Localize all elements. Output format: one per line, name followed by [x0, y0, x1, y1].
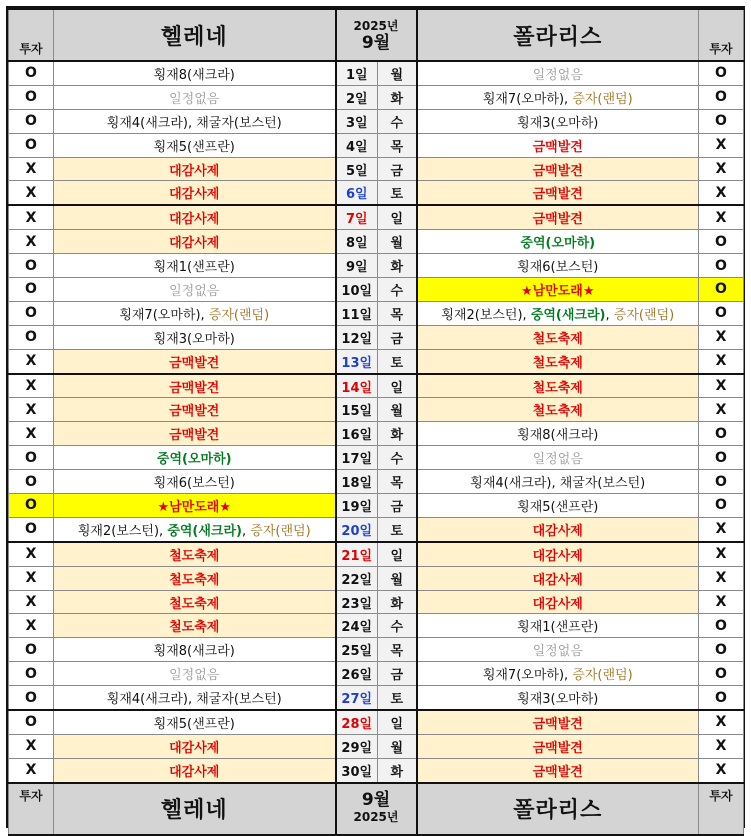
- weekday-cell: 월: [378, 734, 417, 758]
- left-invest-mark: O: [9, 133, 54, 157]
- left-event-cell: [54, 422, 336, 446]
- left-event-cell: [54, 230, 336, 254]
- weekday-cell: 화: [378, 758, 417, 782]
- left-name-title: 헬레네: [54, 783, 336, 835]
- table-row: [9, 254, 744, 278]
- weekday-cell: 토: [378, 181, 417, 205]
- event-text: 금맥발견: [169, 380, 220, 396]
- event-text: 횡재7(오마하),: [482, 668, 573, 684]
- left-event-cell: [54, 301, 336, 325]
- weekday-cell: 화: [378, 85, 417, 109]
- event-text: 횡재4(새크라), 채굴자(보스턴): [470, 476, 646, 492]
- table-row: [9, 205, 744, 229]
- day-cell: 2일: [336, 85, 378, 109]
- left-event-cell: [54, 157, 336, 181]
- weekday-cell: 월: [378, 230, 417, 254]
- right-invest-mark: X: [699, 517, 744, 541]
- event-text: 금맥발견: [532, 740, 583, 756]
- event-text: 일정없음: [532, 67, 583, 83]
- right-invest-mark: O: [699, 686, 744, 710]
- day-cell: 12일: [336, 325, 378, 349]
- event-text: 증자(랜덤): [572, 668, 633, 684]
- table-row: [9, 109, 744, 133]
- schedule-table: [8, 8, 744, 836]
- event-text: 증자(랜덤): [613, 307, 675, 323]
- day-cell: 17일: [336, 446, 378, 470]
- calendar-sheet: [6, 6, 745, 828]
- event-text: 횡재3(오마하): [153, 331, 235, 347]
- left-event-cell: [54, 590, 336, 614]
- event-text: 대감사제: [169, 212, 220, 228]
- left-invest-mark: O: [9, 109, 54, 133]
- weekday-cell: 금: [378, 662, 417, 686]
- event-text: 대감사제: [532, 572, 583, 588]
- event-text: 중역(새크라): [530, 307, 606, 323]
- right-event-cell: [417, 542, 699, 566]
- left-invest-mark: X: [9, 157, 54, 181]
- weekday-cell: 금: [378, 325, 417, 349]
- table-row: [9, 542, 744, 566]
- left-event-cell: [54, 758, 336, 782]
- weekday-cell: 수: [378, 614, 417, 638]
- left-invest-mark: X: [9, 205, 54, 229]
- invest-label-right: 투자: [699, 783, 744, 835]
- right-invest-mark: X: [699, 349, 744, 373]
- event-text: 횡재3(오마하): [517, 692, 599, 708]
- day-cell: 10일: [336, 278, 378, 302]
- left-event-cell: [54, 133, 336, 157]
- event-text: 대감사제: [169, 764, 220, 780]
- left-event-cell: [54, 446, 336, 470]
- right-event-cell: [417, 686, 699, 710]
- left-event-cell: [54, 566, 336, 590]
- table-row: [9, 422, 744, 446]
- day-cell: 23일: [336, 590, 378, 614]
- event-text: 철도축제: [532, 331, 583, 347]
- right-event-cell: [417, 398, 699, 422]
- event-text: 철도축제: [169, 548, 220, 564]
- event-text: 횡재1(샌프란): [517, 620, 599, 636]
- right-invest-mark: O: [699, 614, 744, 638]
- table-row: [9, 614, 744, 638]
- right-event-cell: [417, 470, 699, 494]
- weekday-cell: 목: [378, 301, 417, 325]
- left-invest-mark: X: [9, 542, 54, 566]
- left-event-cell: [54, 374, 336, 398]
- day-cell: 16일: [336, 422, 378, 446]
- right-invest-mark: O: [699, 494, 744, 518]
- right-event-cell: [417, 566, 699, 590]
- invest-label-left: 투자: [9, 9, 54, 61]
- day-cell: 18일: [336, 470, 378, 494]
- table-row: [9, 446, 744, 470]
- event-text: 횡재8(새크라): [153, 644, 235, 660]
- left-event-cell: [54, 710, 336, 734]
- event-text: 금맥발견: [532, 187, 583, 203]
- left-invest-mark: O: [9, 710, 54, 734]
- table-row: [9, 301, 744, 325]
- day-cell: 3일: [336, 109, 378, 133]
- day-cell: 6일: [336, 181, 378, 205]
- left-event-cell: [54, 494, 336, 518]
- event-text: 횡재8(새크라): [153, 67, 235, 83]
- left-event-cell: [54, 109, 336, 133]
- event-text: 횡재6(보스턴): [517, 260, 599, 276]
- table-row: [9, 85, 744, 109]
- event-text: 횡재5(샌프란): [153, 139, 235, 155]
- left-invest-mark: X: [9, 614, 54, 638]
- event-text: 일정없음: [532, 644, 583, 660]
- left-invest-mark: O: [9, 278, 54, 302]
- right-invest-mark: O: [699, 301, 744, 325]
- weekday-cell: 화: [378, 422, 417, 446]
- left-invest-mark: O: [9, 325, 54, 349]
- right-invest-mark: X: [699, 325, 744, 349]
- table-row: [9, 325, 744, 349]
- day-cell: 7일: [336, 205, 378, 229]
- table-row: [9, 638, 744, 662]
- left-event-cell: [54, 325, 336, 349]
- event-text: 금맥발견: [532, 163, 583, 179]
- left-invest-mark: O: [9, 446, 54, 470]
- right-invest-mark: O: [699, 422, 744, 446]
- weekday-cell: 수: [378, 109, 417, 133]
- event-text: 증자(랜덤): [208, 307, 270, 323]
- day-cell: 25일: [336, 638, 378, 662]
- year-label: 2025년: [353, 809, 399, 824]
- weekday-cell: 일: [378, 710, 417, 734]
- day-cell: 28일: [336, 710, 378, 734]
- right-invest-mark: O: [699, 61, 744, 85]
- event-text: 금맥발견: [532, 139, 583, 155]
- right-event-cell: [417, 614, 699, 638]
- table-row: [9, 686, 744, 710]
- right-invest-mark: O: [699, 638, 744, 662]
- event-text: 횡재7(오마하),: [119, 307, 209, 323]
- right-event-cell: [417, 734, 699, 758]
- event-text: 횡재1(샌프란): [153, 260, 235, 276]
- event-text: 중역(오마하): [156, 452, 232, 468]
- table-row: [9, 278, 744, 302]
- left-invest-mark: O: [9, 517, 54, 541]
- event-text: 증자(랜덤): [572, 91, 633, 107]
- left-name-title: 헬레네: [54, 9, 336, 61]
- event-text: 대감사제: [169, 187, 220, 203]
- left-event-cell: [54, 542, 336, 566]
- event-text: 중역(새크라): [167, 523, 242, 539]
- right-invest-mark: X: [699, 398, 744, 422]
- left-event-cell: [54, 278, 336, 302]
- event-text: 금맥발견: [169, 355, 220, 371]
- left-event-cell: [54, 517, 336, 541]
- table-row: [9, 398, 744, 422]
- event-text: 횡재5(샌프란): [517, 499, 599, 515]
- day-cell: 11일: [336, 301, 378, 325]
- weekday-cell: 수: [378, 278, 417, 302]
- table-row: [9, 494, 744, 518]
- invest-label-left: 투자: [9, 783, 54, 835]
- year-label: 2025년: [353, 19, 399, 33]
- right-event-cell: [417, 517, 699, 541]
- event-text: 일정없음: [169, 668, 220, 684]
- day-cell: 14일: [336, 374, 378, 398]
- right-event-cell: [417, 301, 699, 325]
- table-row: [9, 470, 744, 494]
- right-invest-mark: X: [699, 758, 744, 782]
- event-text: 증자(랜덤): [250, 523, 311, 539]
- right-event-cell: [417, 181, 699, 205]
- left-invest-mark: O: [9, 494, 54, 518]
- event-text: 철도축제: [532, 355, 583, 371]
- day-cell: 15일: [336, 398, 378, 422]
- right-invest-mark: X: [699, 710, 744, 734]
- left-invest-mark: X: [9, 230, 54, 254]
- day-cell: 27일: [336, 686, 378, 710]
- right-event-cell: [417, 494, 699, 518]
- event-text: ,: [242, 523, 251, 539]
- weekday-cell: 수: [378, 446, 417, 470]
- right-event-cell: [417, 590, 699, 614]
- right-invest-mark: X: [699, 181, 744, 205]
- right-event-cell: [417, 85, 699, 109]
- weekday-cell: 토: [378, 349, 417, 373]
- left-event-cell: [54, 398, 336, 422]
- left-invest-mark: X: [9, 566, 54, 590]
- table-row: [9, 734, 744, 758]
- left-event-cell: [54, 205, 336, 229]
- weekday-cell: 월: [378, 61, 417, 85]
- left-invest-mark: O: [9, 686, 54, 710]
- weekday-cell: 화: [378, 254, 417, 278]
- event-text: 횡재4(새크라), 채굴자(보스턴): [106, 115, 282, 131]
- left-event-cell: [54, 61, 336, 85]
- left-invest-mark: O: [9, 61, 54, 85]
- event-text: 일정없음: [169, 91, 220, 107]
- right-invest-mark: O: [699, 278, 744, 302]
- table-row: [9, 230, 744, 254]
- right-invest-mark: O: [699, 662, 744, 686]
- right-event-cell: [417, 638, 699, 662]
- weekday-cell: 금: [378, 157, 417, 181]
- right-event-cell: [417, 205, 699, 229]
- left-event-cell: [54, 686, 336, 710]
- weekday-cell: 월: [378, 566, 417, 590]
- left-invest-mark: O: [9, 638, 54, 662]
- table-row: [9, 662, 744, 686]
- event-text: 철도축제: [532, 380, 583, 396]
- day-cell: 1일: [336, 61, 378, 85]
- right-event-cell: [417, 422, 699, 446]
- right-name-title: 폴라리스: [417, 783, 699, 835]
- left-invest-mark: X: [9, 374, 54, 398]
- left-invest-mark: O: [9, 470, 54, 494]
- weekday-cell: 토: [378, 517, 417, 541]
- left-invest-mark: X: [9, 398, 54, 422]
- left-invest-mark: X: [9, 181, 54, 205]
- right-event-cell: [417, 278, 699, 302]
- weekday-cell: 월: [378, 398, 417, 422]
- event-text: 대감사제: [169, 163, 220, 179]
- right-event-cell: [417, 710, 699, 734]
- weekday-cell: 토: [378, 686, 417, 710]
- right-invest-mark: X: [699, 133, 744, 157]
- event-text: 일정없음: [169, 283, 220, 299]
- left-event-cell: [54, 85, 336, 109]
- day-cell: 5일: [336, 157, 378, 181]
- left-invest-mark: X: [9, 734, 54, 758]
- left-invest-mark: O: [9, 254, 54, 278]
- table-row: [9, 758, 744, 782]
- left-event-cell: [54, 614, 336, 638]
- event-text: 철도축제: [532, 404, 583, 420]
- left-event-cell: [54, 662, 336, 686]
- month-label: 9월: [361, 789, 391, 810]
- day-cell: 8일: [336, 230, 378, 254]
- day-cell: 26일: [336, 662, 378, 686]
- table-row: [9, 710, 744, 734]
- left-invest-mark: X: [9, 590, 54, 614]
- weekday-cell: 일: [378, 205, 417, 229]
- table-row: [9, 133, 744, 157]
- left-invest-mark: X: [9, 422, 54, 446]
- right-event-cell: [417, 446, 699, 470]
- day-cell: 30일: [336, 758, 378, 782]
- event-text: 횡재6(보스턴): [153, 476, 235, 492]
- event-text: 대감사제: [169, 740, 220, 756]
- right-event-cell: [417, 61, 699, 85]
- left-event-cell: [54, 638, 336, 662]
- event-text: ★남만도래★: [157, 499, 232, 515]
- right-event-cell: [417, 109, 699, 133]
- day-cell: 20일: [336, 517, 378, 541]
- event-text: 대감사제: [532, 596, 583, 612]
- right-event-cell: [417, 758, 699, 782]
- day-cell: 19일: [336, 494, 378, 518]
- event-text: 횡재3(오마하): [517, 115, 599, 131]
- event-text: 철도축제: [169, 620, 220, 636]
- left-invest-mark: O: [9, 301, 54, 325]
- header-row-bottom: [9, 783, 744, 835]
- right-invest-mark: O: [699, 470, 744, 494]
- right-event-cell: [417, 133, 699, 157]
- event-text: ,: [605, 307, 614, 323]
- day-cell: 21일: [336, 542, 378, 566]
- weekday-cell: 목: [378, 470, 417, 494]
- right-invest-mark: X: [699, 566, 744, 590]
- day-cell: 29일: [336, 734, 378, 758]
- header-row-top: [9, 9, 744, 61]
- right-event-cell: [417, 157, 699, 181]
- table-row: [9, 349, 744, 373]
- day-cell: 9일: [336, 254, 378, 278]
- event-text: 일정없음: [532, 452, 583, 468]
- table-row: [9, 566, 744, 590]
- month-year-top: [336, 9, 417, 61]
- month-label: 9월: [361, 33, 391, 53]
- table-row: [9, 590, 744, 614]
- event-text: 대감사제: [169, 236, 220, 252]
- right-event-cell: [417, 349, 699, 373]
- weekday-cell: 목: [378, 638, 417, 662]
- left-invest-mark: X: [9, 349, 54, 373]
- day-cell: 24일: [336, 614, 378, 638]
- right-invest-mark: O: [699, 446, 744, 470]
- event-text: 철도축제: [169, 596, 220, 612]
- right-invest-mark: O: [699, 85, 744, 109]
- left-event-cell: [54, 254, 336, 278]
- event-text: 횡재2(보스턴),: [441, 307, 531, 323]
- month-year-bottom: [336, 783, 417, 835]
- event-text: 횡재4(새크라), 채굴자(보스턴): [106, 692, 282, 708]
- right-event-cell: [417, 254, 699, 278]
- right-invest-mark: X: [699, 590, 744, 614]
- table-row: [9, 61, 744, 85]
- day-cell: 13일: [336, 349, 378, 373]
- right-invest-mark: X: [699, 157, 744, 181]
- table-row: [9, 517, 744, 541]
- left-invest-mark: O: [9, 662, 54, 686]
- weekday-cell: 금: [378, 494, 417, 518]
- event-text: 횡재5(샌프란): [153, 716, 235, 732]
- right-invest-mark: X: [699, 374, 744, 398]
- day-cell: 4일: [336, 133, 378, 157]
- right-event-cell: [417, 374, 699, 398]
- right-event-cell: [417, 662, 699, 686]
- weekday-cell: 일: [378, 542, 417, 566]
- event-text: 횡재2(보스턴),: [77, 523, 168, 539]
- right-invest-mark: O: [699, 230, 744, 254]
- event-text: 대감사제: [532, 548, 583, 564]
- right-name-title: 폴라리스: [417, 9, 699, 61]
- left-invest-mark: O: [9, 85, 54, 109]
- left-event-cell: [54, 349, 336, 373]
- right-event-cell: [417, 230, 699, 254]
- right-invest-mark: O: [699, 109, 744, 133]
- left-event-cell: [54, 734, 336, 758]
- right-invest-mark: O: [699, 254, 744, 278]
- weekday-cell: 화: [378, 590, 417, 614]
- event-text: 횡재8(새크라): [517, 428, 599, 444]
- weekday-cell: 일: [378, 374, 417, 398]
- right-invest-mark: X: [699, 542, 744, 566]
- table-row: [9, 157, 744, 181]
- event-text: 중역(오마하): [520, 236, 596, 252]
- event-text: 금맥발견: [532, 212, 583, 228]
- day-cell: 22일: [336, 566, 378, 590]
- left-invest-mark: X: [9, 758, 54, 782]
- table-row: [9, 181, 744, 205]
- event-text: 금맥발견: [169, 428, 220, 444]
- event-text: 대감사제: [532, 523, 583, 539]
- table-row: [9, 374, 744, 398]
- left-event-cell: [54, 470, 336, 494]
- event-text: 금맥발견: [532, 764, 583, 780]
- event-text: 금맥발견: [532, 716, 583, 732]
- right-event-cell: [417, 325, 699, 349]
- right-invest-mark: X: [699, 734, 744, 758]
- event-text: 철도축제: [169, 572, 220, 588]
- event-text: 횡재7(오마하),: [482, 91, 573, 107]
- weekday-cell: 목: [378, 133, 417, 157]
- invest-label-right: 투자: [699, 9, 744, 61]
- event-text: ★남만도래★: [520, 283, 595, 299]
- right-invest-mark: X: [699, 205, 744, 229]
- left-event-cell: [54, 181, 336, 205]
- event-text: 금맥발견: [169, 404, 220, 420]
